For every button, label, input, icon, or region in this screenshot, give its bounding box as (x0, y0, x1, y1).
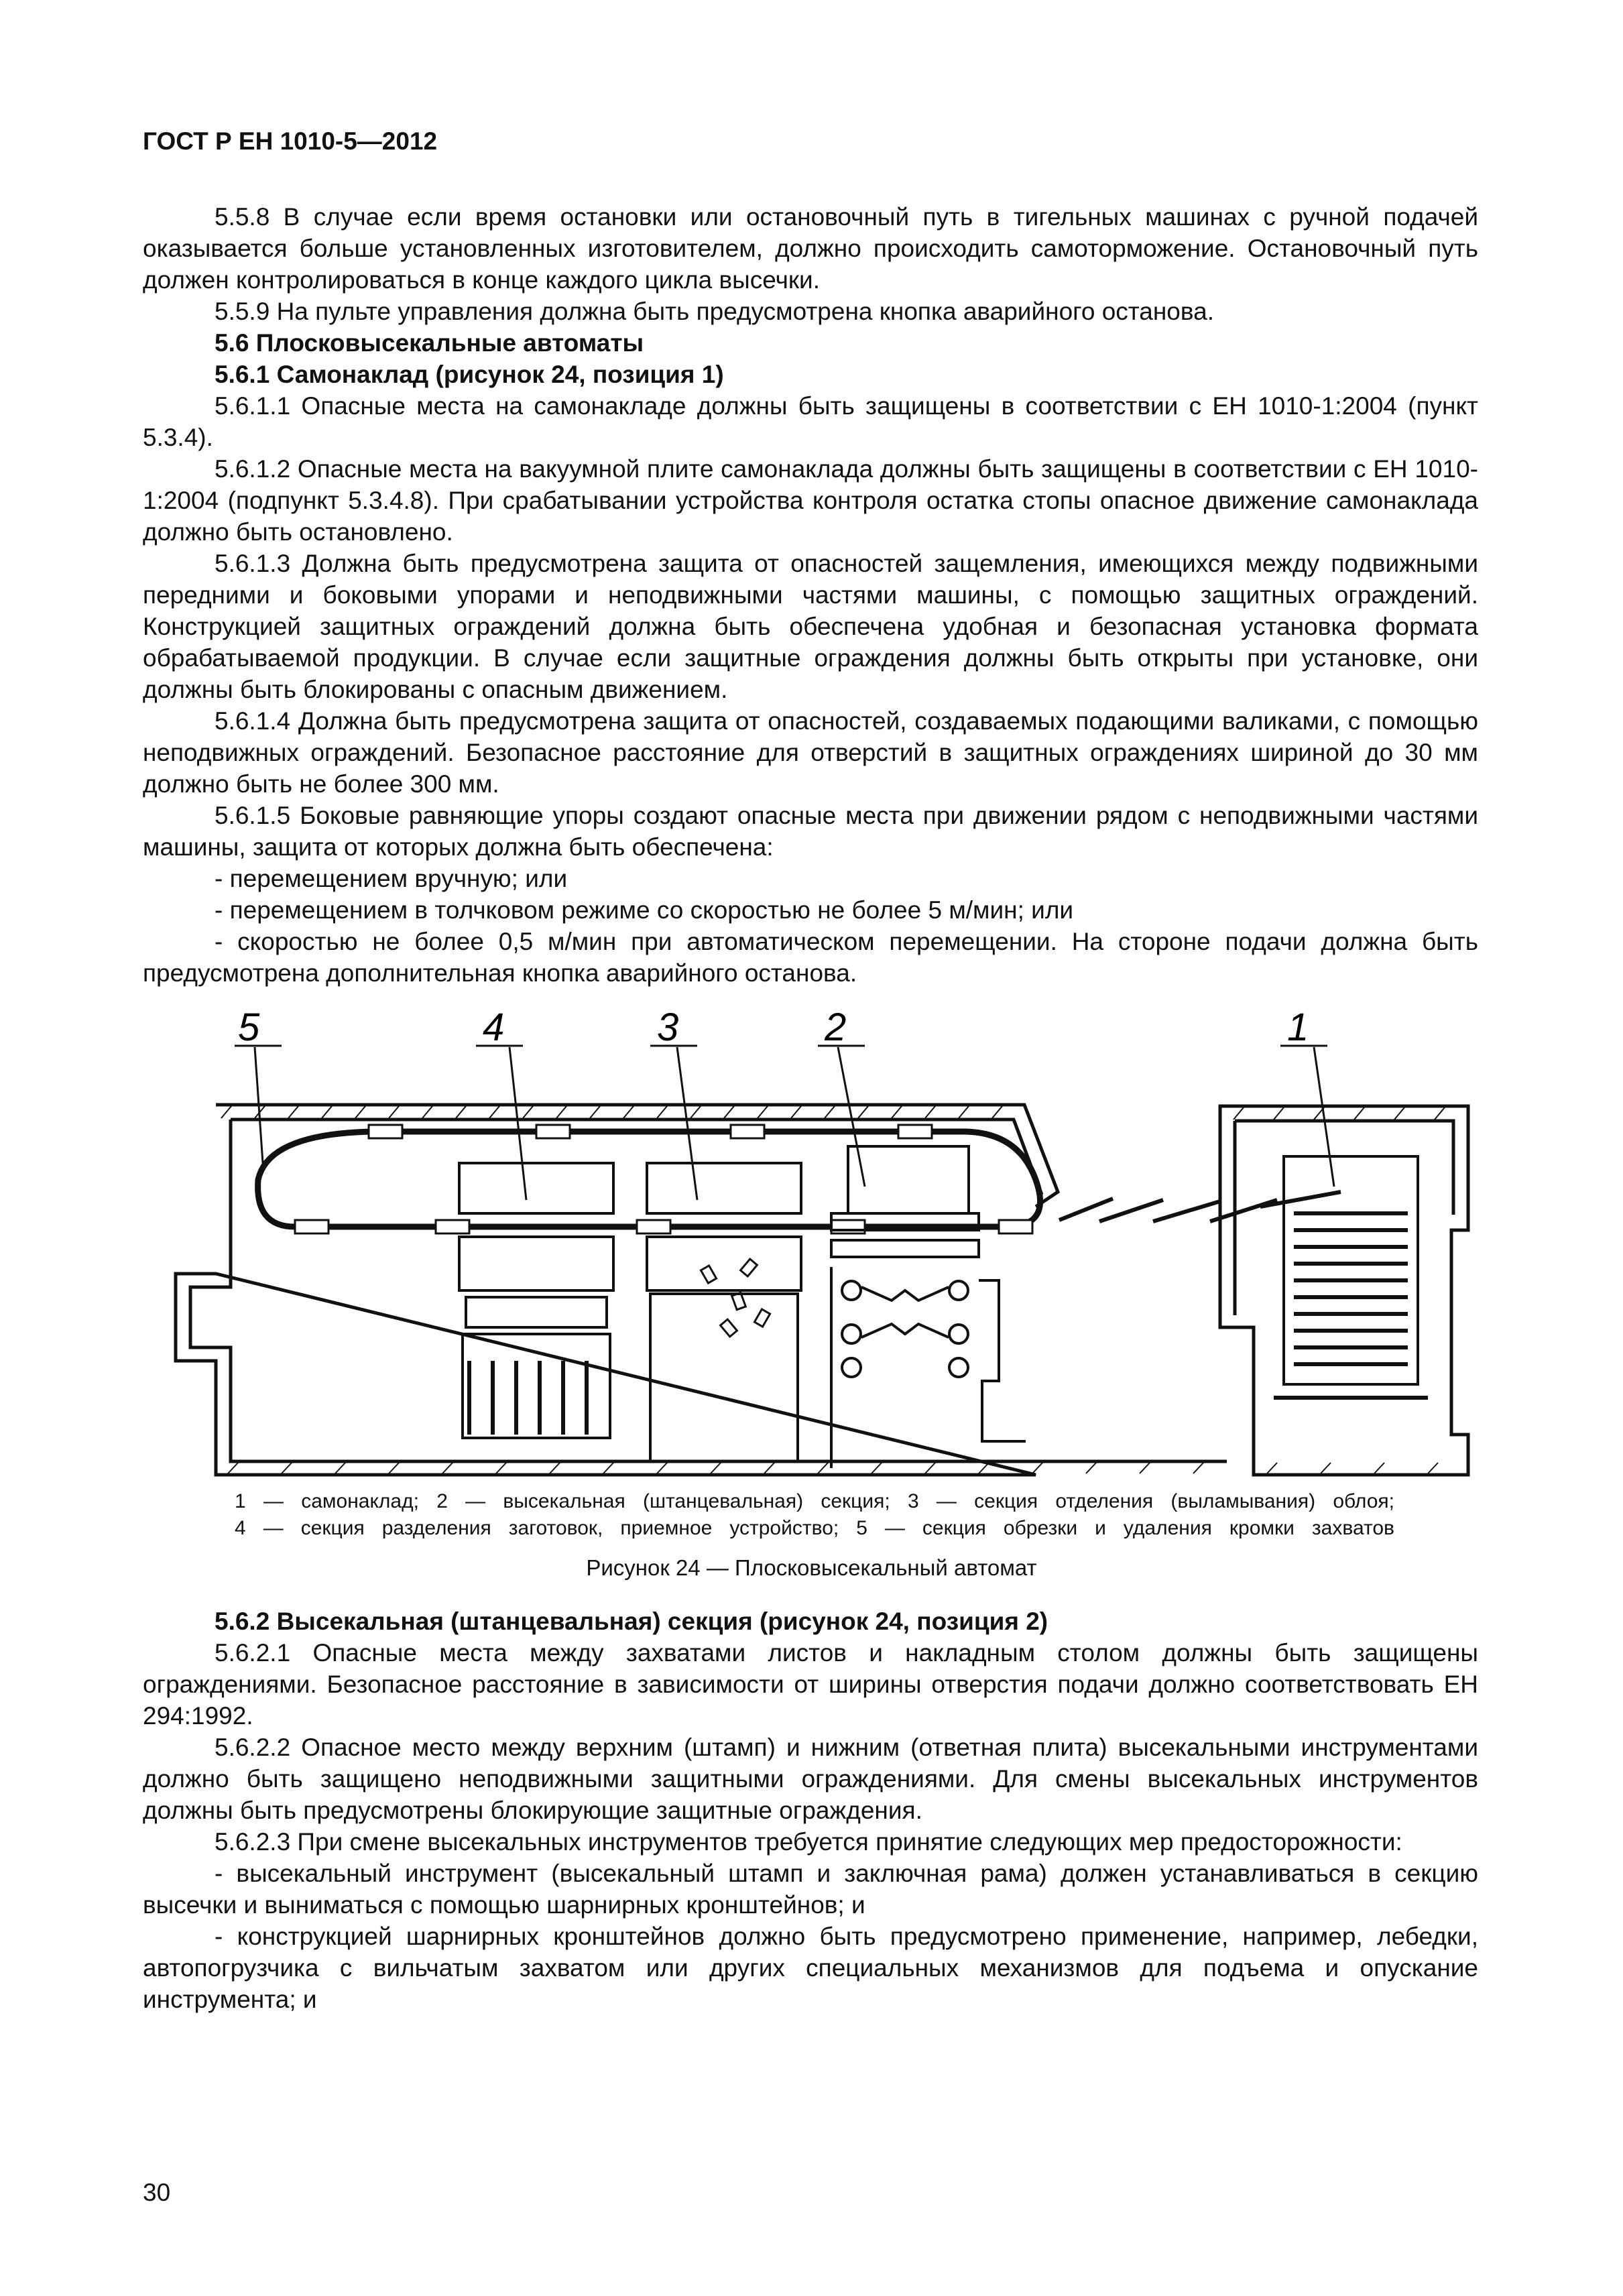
callout-5: 5 (238, 1006, 260, 1049)
list-item-tool-mounting: - высекальный инструмент (высекальный штамп и заключная рама) должен устанавливаться в секцию высечки и выниматься с помощью шарнирных кронштейнов; и (143, 1860, 1478, 1919)
section-2-unit (848, 1146, 969, 1213)
paragraph-5-6-1-4: 5.6.1.4 Должна быть предусмотрена защита от опасностей, создаваемых подающими валиками, с помощью неподвижных ограждений. Безопасное расстояние для отверстий в защитных ограждениях шириной до 30 мм должно быть не более 300 мм. (143, 707, 1478, 798)
legend-line-1: 1 — самонаклад; 2 — высекальная (штанцевальная) секция; 3 — секция отделения (выламывания) облоя; (235, 1490, 1394, 1512)
figure-title: Рисунок 24 — Плосковысекальный автомат (586, 1555, 1037, 1580)
paragraph-5-6-1-5: 5.6.1.5 Боковые равняющие упоры создают опасные места при движении рядом с неподвижными частями машины, защита от которых должна быть обеспечена: (143, 802, 1478, 861)
heading-5-6: 5.6 Плосковысекальные автоматы (215, 329, 644, 357)
body-text-top (143, 201, 1478, 989)
section-4-unit (459, 1163, 613, 1213)
paragraph-5-5-8: 5.5.8 В случае если время остановки или остановочный путь в тигельных машинах с ручной подачей оказывается больше установленных изготовителем, должно происходить самоторможение. Остановочный путь должен контролироваться в конце каждого цикла высечки. (143, 203, 1478, 294)
list-item-manual: - перемещением вручную; или (215, 865, 568, 892)
callout-1: 1 (1287, 1006, 1309, 1049)
page-number: 30 (143, 2179, 171, 2206)
callout-3: 3 (657, 1006, 679, 1049)
legend-line-2: 4 — секция разделения заготовок, приемное устройство; 5 — секция обрезки и удаления кромки захватов (235, 1517, 1394, 1539)
die-cutter-drawing (0, 1006, 1623, 1488)
section-3-unit (647, 1163, 801, 1213)
list-item-jog: - перемещением в толчковом режиме со скоростью не более 5 м/мин; или (215, 896, 1074, 924)
heading-5-6-2: 5.6.2 Высекальная (штанцевальная) секция (рисунок 24, позиция 2) (215, 1608, 1048, 1635)
body-text-bottom (143, 1606, 1478, 2015)
paragraph-5-5-9: 5.5.9 На пульте управления должна быть предусмотрена кнопка аварийного останова. (215, 298, 1214, 325)
figure-legend (235, 1488, 1394, 1542)
callout-2: 2 (825, 1006, 847, 1049)
list-item-auto: - скоростью не более 0,5 м/мин при автоматическом перемещении. На стороне подачи должна быть предусмотрена дополнительная кнопка аварийного останова. (143, 928, 1478, 987)
paragraph-5-6-2-1: 5.6.2.1 Опасные места между захватами листов и накладным столом должны быть защищены ограждениями. Безопасное расстояние в зависимости от ширины отверстия подачи должно соответствовать ЕН 294:1992. (143, 1639, 1478, 1730)
paragraph-5-6-2-2: 5.6.2.2 Опасное место между верхним (штамп) и нижним (ответная плита) высекальными инструментами должно быть защищено неподвижными защитными ограждениями. Для смены высекальных инструментов должны быть предусмотрены блокирующие защитные ограждения. (143, 1734, 1478, 1824)
machine-frame-outer (176, 1105, 1058, 1475)
figure-24-diagram (0, 1006, 1623, 1488)
paragraph-5-6-1-2: 5.6.1.2 Опасные места на вакуумной плите самонаклада должны быть защищены в соответствии с ЕН 1010-1:2004 (подпункт 5.3.4.8). При срабатывании устройства контроля остатка стопы опасное движение самонаклада должно быть остановлено. (143, 455, 1478, 546)
list-item-bracket-design: - конструкцией шарнирных кронштейнов должно быть предусмотрено применение, например, лебедки, автопогрузчика с вильчатым захватом или других специальных механизмов для подъема и опускание инструмента; и (143, 1923, 1478, 2013)
paragraph-5-6-2-3: 5.6.2.3 При смене высекальных инструментов требуется принятие следующих мер предосторожности: (215, 1828, 1402, 1856)
paragraph-5-6-1-3: 5.6.1.3 Должна быть предусмотрена защита от опасностей защемления, имеющихся между подвижными передними и боковыми упорами и неподвижными частями машины, с помощью защитных ограждений. Конструкцией защитных ограждений должна быть обеспечена удобная и безопасная установка формата обрабатываемой продукции. В случае если защитные ограждения должны быть открыты при установке, они должны быть блокированы с опасным движением. (143, 550, 1478, 703)
section-1-stack (1284, 1156, 1418, 1384)
callout-4: 4 (483, 1006, 505, 1049)
heading-5-6-1: 5.6.1 Самонаклад (рисунок 24, позиция 1) (215, 361, 724, 388)
feeder-frame (1220, 1106, 1468, 1475)
paragraph-5-6-1-1: 5.6.1.1 Опасные места на самонакладе должны быть защищены в соответствии с ЕН 1010-1:2004 (пункт 5.3.4). (143, 392, 1478, 451)
standard-header: ГОСТ Р ЕН 1010-5—2012 (143, 127, 438, 155)
